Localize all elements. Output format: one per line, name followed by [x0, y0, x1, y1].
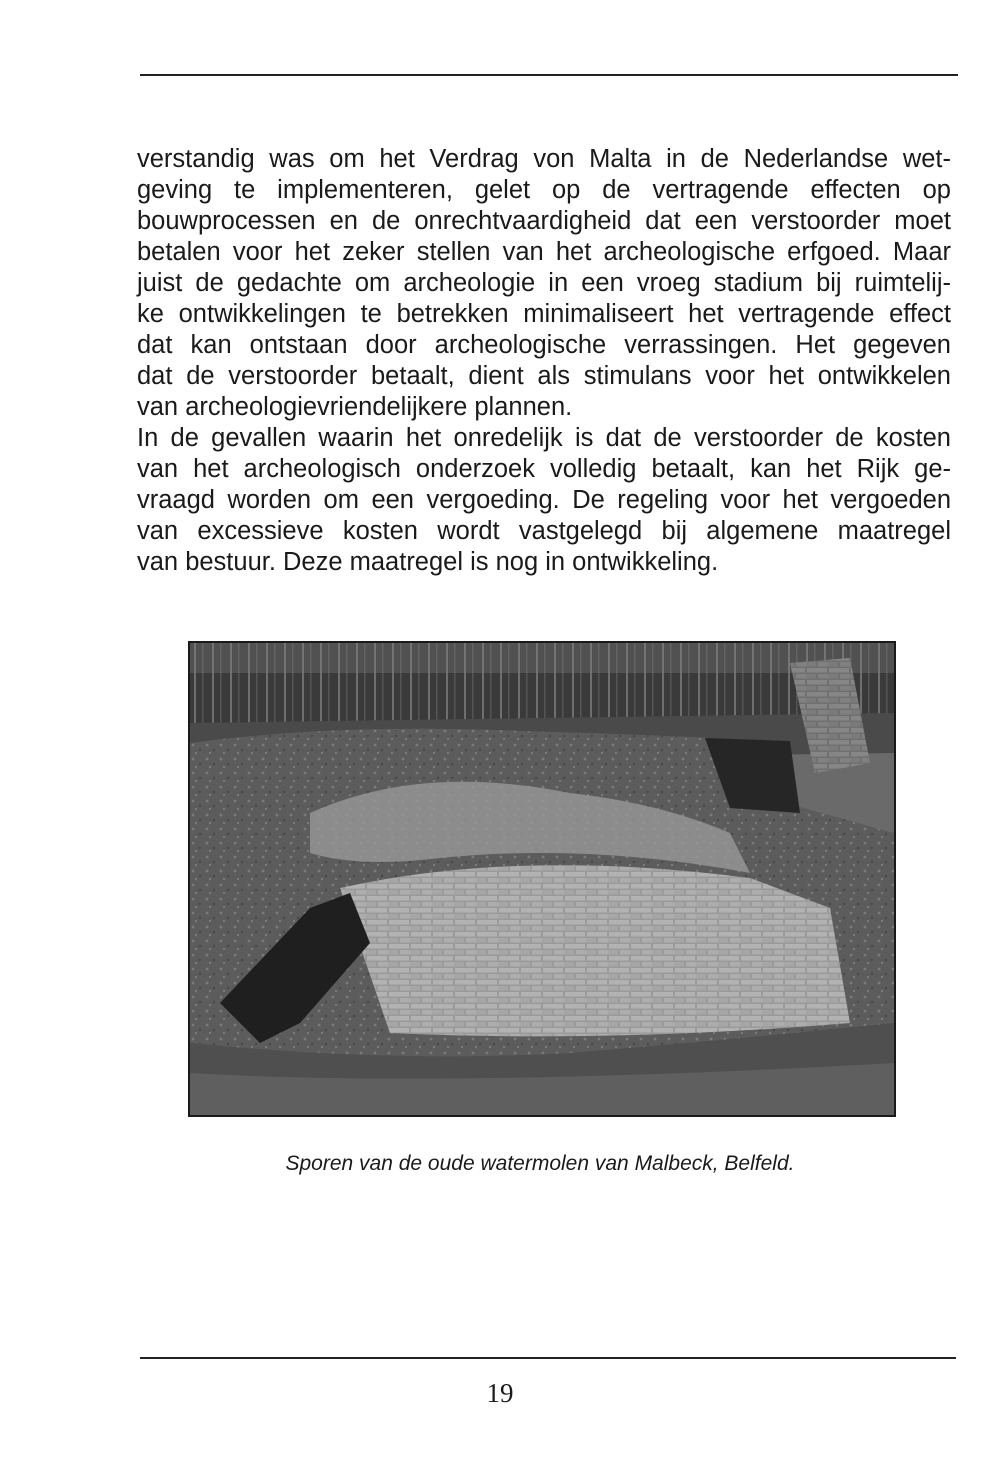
text-line: geving te implementeren, gelet op de vertragende effecten op: [137, 176, 951, 204]
excavation-photo: [188, 641, 896, 1117]
text-line: van bestuur. Deze maatregel is nog in ontwikkeling.: [137, 548, 719, 576]
text-line: betalen voor het zeker stellen van het archeologische erfgoed. Maar: [137, 238, 951, 266]
text-line: van excessieve kosten wordt vastgelegd bij algemene maatregel: [137, 517, 951, 545]
text-line: dat kan ontstaan door archeologische verrassingen. Het gegeven: [137, 331, 951, 359]
footer-rule: [140, 1357, 956, 1359]
header-rule: [140, 74, 958, 76]
text-line: van het archeologisch onderzoek volledig betaalt, kan het Rijk ge-: [137, 455, 951, 483]
text-line: In de gevallen waarin het onredelijk is dat de verstoorder de kosten: [137, 424, 951, 452]
text-line: dat de verstoorder betaalt, dient als stimulans voor het ontwikkelen: [137, 362, 951, 390]
text-line: vraagd worden om een vergoeding. De regeling voor het vergoeden: [137, 486, 951, 514]
excavation-photo-illustration: [190, 643, 894, 1115]
text-line: van archeologievriendelijkere plannen.: [137, 393, 573, 421]
text-line: juist de gedachte om archeologie in een vroeg stadium bij ruimtelij-: [137, 269, 951, 297]
paragraph-2: [137, 423, 951, 578]
page-number: 19: [486, 1378, 514, 1408]
text-line: bouwprocessen en de onrechtvaardigheid dat een verstoorder moet: [137, 207, 951, 235]
body-text: [137, 144, 951, 578]
paragraph-1: [137, 144, 951, 423]
figure-caption: Sporen van de oude watermolen van Malbeck, Belfeld.: [285, 1152, 795, 1175]
text-line: verstandig was om het Verdrag von Malta in de Nederlandse wet-: [137, 145, 951, 173]
text-line: ke ontwikkelingen te betrekken minimaliseert het vertragende effect: [137, 300, 951, 328]
